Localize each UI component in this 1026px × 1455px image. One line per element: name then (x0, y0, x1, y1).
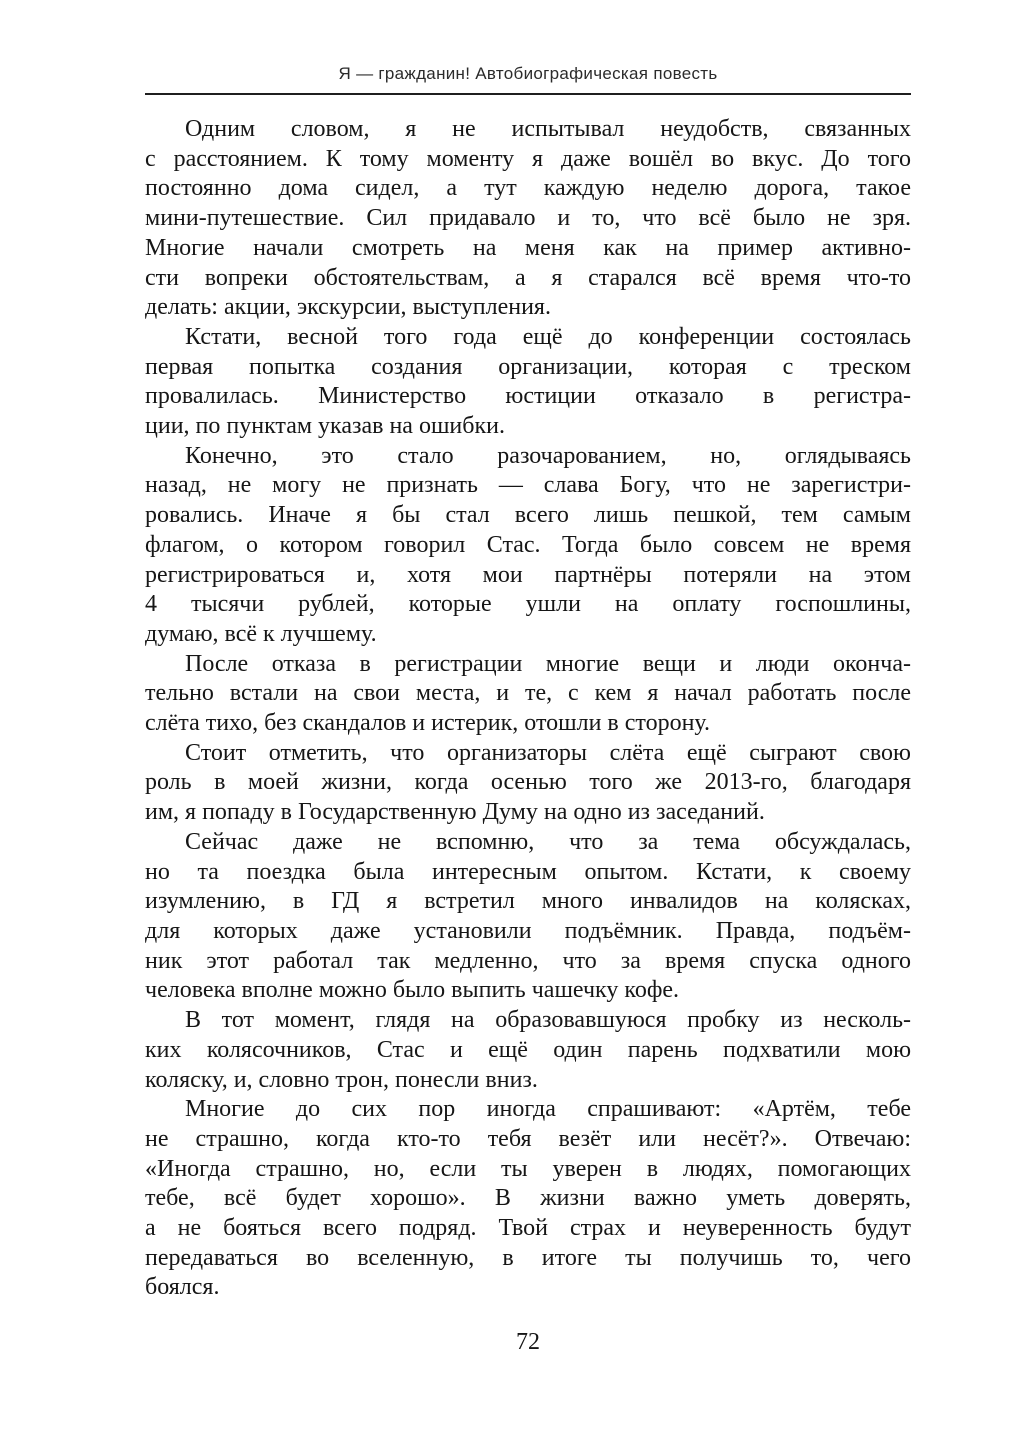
text-line: с расстоянием. К тому моменту я даже вошёл во вкус. До того (145, 145, 911, 172)
text-line: Стоит отметить, что организаторы слёта ещё сыграют свою (185, 739, 911, 766)
text-line: не страшно, когда кто-то тебя везёт или несёт?». Отвечаю: (145, 1125, 911, 1152)
text-line: для которых даже установили подъёмник. Правда, подъём- (145, 917, 911, 944)
text-line: флагом, о котором говорил Стас. Тогда было совсем не время (145, 531, 911, 558)
text-line: ких колясочников, Стас и ещё один парень подхватили мою (145, 1036, 911, 1063)
text-line: им, я попаду в Государственную Думу на одно из заседаний. (145, 799, 765, 826)
text-line: Многие до сих пор иногда спрашивают: «Артём, тебе (185, 1096, 911, 1123)
text-line: постоянно дома сидел, а тут каждую неделю дорога, такое (145, 175, 911, 202)
text-line: провалилась. Министерство юстиции отказало в регистра- (145, 383, 911, 410)
text-line: В тот момент, глядя на образовавшуюся пробку из несколь- (185, 1007, 911, 1034)
text-line: мини-путешествие. Сил придавало и то, что всё было не зря. (145, 205, 911, 232)
text-line: а не бояться всего подряд. Твой страх и неуверенность будут (145, 1215, 911, 1242)
text-line: Кстати, весной того года ещё до конференции состоялась (185, 323, 911, 350)
text-line: ровались. Иначе я бы стал всего лишь пешкой, тем самым (145, 502, 911, 529)
text-line: коляску, и, словно трон, понесли вниз. (145, 1066, 538, 1093)
text-line: Сейчас даже не вспомню, что за тема обсуждалась, (185, 828, 911, 855)
text-line: Многие начали смотреть на меня как на пример активно- (145, 234, 911, 261)
paragraph (145, 115, 911, 323)
page-number: 72 (516, 1329, 540, 1356)
text-line: человека вполне можно было выпить чашечку кофе. (145, 977, 680, 1004)
body-text (145, 115, 911, 1303)
text-line: Одним словом, я не испытывал неудобств, связанных (185, 116, 911, 142)
text-line: регистрироваться и, хотя мои партнёры потеряли на этом (145, 561, 911, 588)
text-line: ник этот работал так медленно, что за время спуска одного (145, 947, 911, 974)
running-header-title: Я — гражданин! Автобиографическая повесть (338, 64, 718, 83)
text-line: боялся. (145, 1274, 220, 1301)
text-line: изумлению, в ГД я встретил много инвалидов на колясках, (145, 888, 911, 915)
text-line: думаю, всё к лучшему. (145, 620, 377, 647)
text-line: роль в моей жизни, когда осенью того же 2013-го, благодаря (145, 769, 911, 796)
text-line: ции, по пунктам указав на ошибки. (145, 413, 505, 440)
paragraph (145, 650, 911, 739)
text-line: 4 тысячи рублей, которые ушли на оплату госпошлины, (145, 591, 911, 618)
text-line: назад, не могу не признать — слава Богу, что не зарегистри- (145, 472, 911, 499)
text-line: сти вопреки обстоятельствам, а я старался всё время что-то (145, 264, 911, 291)
header-rule (145, 93, 911, 95)
text-line: первая попытка создания организации, которая с треском (145, 353, 911, 380)
text-line: тебе, всё будет хорошо». В жизни важно уметь доверять, (145, 1185, 911, 1212)
text-line: делать: акции, экскурсии, выступления. (145, 294, 551, 321)
paragraph (145, 828, 911, 1006)
text-line: но та поездка была интересным опытом. Кстати, к своему (145, 858, 911, 885)
paragraph (145, 1006, 911, 1095)
text-line: тельно встали на свои места, и те, с кем я начал работать после (145, 680, 911, 707)
text-line: передаваться во вселенную, в итоге ты получишь то, чего (145, 1244, 911, 1271)
paragraph (145, 739, 911, 828)
text-line: Конечно, это стало разочарованием, но, оглядываясь (185, 442, 911, 469)
paragraph (145, 442, 911, 650)
paragraph (145, 1095, 911, 1303)
text-line: слёта тихо, без скандалов и истерик, отошли в сторону. (145, 710, 711, 737)
book-page (145, 64, 911, 1356)
paragraph (145, 323, 911, 442)
text-line: «Иногда страшно, но, если ты уверен в людях, помогающих (145, 1155, 911, 1182)
running-header (145, 64, 911, 93)
text-line: После отказа в регистрации многие вещи и люди оконча- (185, 650, 911, 677)
